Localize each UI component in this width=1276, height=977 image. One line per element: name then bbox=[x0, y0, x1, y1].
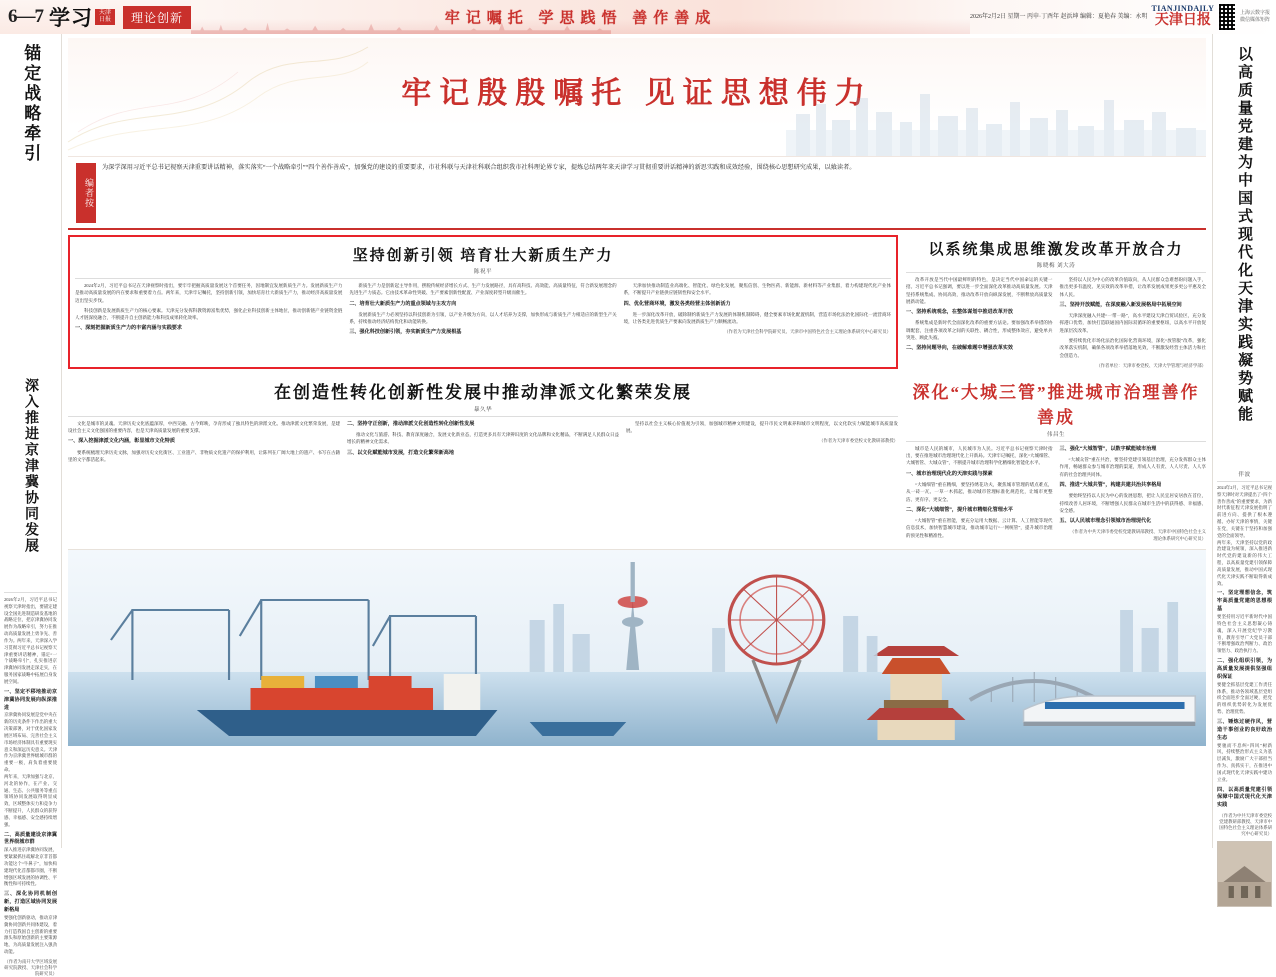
subheading: 四、优化营商环境，激发各类经营主体创新活力 bbox=[623, 300, 731, 307]
section-tag: 理论创新 bbox=[123, 6, 191, 29]
right-paragraph-1: 2024年2月，习近平总书记视察天津时对天津提出了“四个善作善成”的重要要求，为新时代新征程天津发展指明了前进方向、提供了根本遵循。办好天津的事情，关键在党，关键在于坚持和加强党的全面领导。 bbox=[1217, 485, 1272, 538]
publication-logo bbox=[49, 2, 115, 32]
subheading: 三、坚持开放赋能，在深度融入新发展格局中拓展空间 bbox=[1059, 301, 1182, 308]
editor-note-badge: 编者按 bbox=[76, 163, 96, 223]
right-subhead-4: 四、以高质量党建引领保障中国式现代化天津实践 bbox=[1217, 786, 1272, 809]
article-innovation-body bbox=[75, 282, 891, 338]
logo-badge: 天津日报 bbox=[95, 9, 115, 24]
masthead-right bbox=[970, 0, 1276, 34]
article-reform-signature: （作者单位：天津市委党校、天津大学管理与经济学部） bbox=[1096, 362, 1206, 368]
museum-building-icon bbox=[1218, 842, 1271, 906]
paragraph: “大城众管”重在共治，要坚持党建引领基层治理，充分发挥群众主体作用，畅通群众参与城市治理的渠道，形成人人有责、人人尽责、人人享有的社会治理共同体。 bbox=[1059, 457, 1206, 477]
top-articles-row bbox=[68, 235, 1206, 369]
article-urban-byline: 伟昌生 bbox=[906, 430, 1206, 442]
center-region bbox=[62, 34, 1212, 848]
paragraph: 推动文化与旅游、科技、教育深度融合，发展文化新业态，打造更多具有天津辨识度的文化品牌和文化精品，不断满足人民群众日益增长的精神文化需求。 bbox=[347, 432, 619, 445]
decorative-flourish-icon bbox=[68, 42, 368, 152]
paragraph: 坚持以社会主义核心价值观为引领，加强城市精神文明建设，提升市民文明素养和城市文明程度，以文化软实力赋能城市高质量发展。 bbox=[626, 420, 898, 434]
left-intro-text: 2026年2月，习近平总书记视察天津时指出，要锚定建设全国先进制造研发基地的战略定位，把京津冀协同发展作为战略牵引，努力在推动高质量发展上勇争先、善作为。两年来，天津深入学习贯彻习近平总书记视察天津重要讲话精神，锚定“一个战略牵引”，扎实推进京津冀协同发展走深走实，在服务国家战略中拓展自身发展空间。 bbox=[4, 597, 57, 684]
left-vertical-title-2: 深入推进京津冀协同发展 bbox=[23, 378, 38, 554]
paragraph: 发展新质生产力必须坚持以科技创新为引领，以产业升级为方向，以人才培养为支撑，加快形成与新质生产力相适应的新型生产关系，持续推动经济结构优化和动能转换。 bbox=[349, 311, 617, 325]
paragraph: 要持续优化市场化法治化国际化营商环境，深化“放管服”改革，强化改革落实机制，确保各项改革举措落地见效，不断激发经营主体活力和社会创造力。 bbox=[1059, 337, 1206, 358]
left-paragraph-3: 深入推进京津冀协同发展，要紧紧抓住疏解北京非首都功能这个“牛鼻子”，加快构建现代化首都都市圈，不断增强区域发展的协调性、平衡性和可持续性。 bbox=[4, 847, 57, 887]
right-paragraph-2: 两年来，天津坚持以党的政治建设为统领，深入推进新时代党的建设新的伟大工程，以高质量党建引领保障高质量发展，推动中国式现代化天津实践不断取得新成效。 bbox=[1217, 539, 1272, 586]
article-culture[interactable] bbox=[68, 375, 898, 544]
article-innovation-title: 坚持创新引领 培育壮大新质生产力 bbox=[352, 248, 614, 264]
article-culture-title: 在创造性转化创新性发展中推动津派文化繁荣发展 bbox=[274, 382, 692, 402]
right-paragraph-4: 要健全抓基层党建工作责任体系，推动各领域基层党组织全面进步全面过硬，把党的组织优势转化为发展优势、治理优势。 bbox=[1217, 681, 1272, 715]
hero-headline-block bbox=[68, 38, 1206, 157]
paragraph: 系统集成是新时代全面深化改革的重要方法论。要加强改革举措的协调配套，注重各项改革之间的关联性、耦合性，形成整体效应，避免单兵突进、顾此失彼。 bbox=[906, 320, 1053, 340]
subheading: 一、坚持系统观念，在整体谋划中推进改革开放 bbox=[906, 309, 1013, 316]
article-reform-byline: 陈晓梅 刘大涛 bbox=[906, 261, 1206, 273]
qr-caption-2: 微信媒体矩阵 bbox=[1239, 18, 1270, 23]
article-urban-title: 深化“大城三管”推进城市治理善作善成 bbox=[912, 382, 1200, 427]
left-subhead-2: 二、高质量建设京津冀世界级城市群 bbox=[4, 831, 57, 846]
subheading: 二、坚持问题导向，在破解难题中增强改革实效 bbox=[906, 345, 1013, 352]
right-signature: （作者为中共天津市委党校党建教研部教授、天津市中国特色社会主义理论体系研究中心研究员） bbox=[1219, 813, 1272, 837]
subheading: 一、深入挖掘津派文化内涵，彰显城市文化特质 bbox=[68, 438, 175, 445]
article-innovation-signature: （作者为天津社会科学院研究员、天津市中国特色社会主义理论体系研究中心研究员） bbox=[724, 329, 891, 335]
paragraph: 2024年2月，习近平总书记在天津视察时指出，要牢牢把握高质量发展这个首要任务，因地制宜发展新质生产力。发展新质生产力是推动高质量发展的内在要求和重要着力点。两年来，天津牢记嘱托，坚持创新引领，加快培育壮大新质生产力，推动经济高质量发展迈出坚实步伐。 bbox=[75, 283, 343, 303]
left-paragraph-1: 京津冀协同发展是党中央在新的历史条件下作出的重大决策部署，对于优化国家发展区域布局、完善社会主义市场经济体制具有重要现实意义和深远历史意义。天津作为京津冀世界级城市群的重要一极，肩负着重要使命。 bbox=[4, 712, 57, 773]
tianjin-landmark-illustration bbox=[68, 550, 1206, 746]
right-paragraph-5: 要驰而不息纠“四风”树新风，持续整治形式主义为基层减负，激励广大干部担当作为、真抓实干，在推进中国式现代化天津实践中建功立业。 bbox=[1217, 742, 1272, 782]
masthead-banner bbox=[191, 0, 970, 34]
right-subhead-1: 一、坚定理想信念，筑牢高质量党建的思想根基 bbox=[1217, 590, 1272, 613]
subheading: 三、强化科技创新引领，夯实新质生产力发展根基 bbox=[349, 329, 462, 336]
article-culture-byline: 暴久华 bbox=[68, 405, 898, 417]
masthead bbox=[0, 0, 1276, 35]
paragraph: “大城智管”重在智能，要充分运用大数据、云计算、人工智能等现代信息技术，加快智慧城市建设，推动城市运行“一网统管”，提升城市治理的预见性和精准性。 bbox=[906, 518, 1053, 538]
paragraph: 天津加快推动制造业高端化、智能化、绿色化发展，聚焦信创、生物医药、新能源、新材料等产业集群，着力构建现代化产业体系，不断提升产业链供应链韧性和安全水平。 bbox=[623, 283, 891, 296]
qr-caption-1: 上海云数字报 bbox=[1239, 11, 1270, 16]
left-subhead-3: 三、深化协同机制创新，打造区域协同发展新格局 bbox=[4, 891, 57, 914]
subheading: 三、强化“大城智管”，以数字赋能城市治理 bbox=[1059, 445, 1157, 452]
left-paragraph-2: 两年来，天津加强与北京、河北的协作，在产业、交通、生态、公共服务等重点领域协同发展取得明显成效，区域整体实力和竞争力不断提升，人民群众的获得感、幸福感、安全感持续增强。 bbox=[4, 773, 57, 827]
subheading: 五、以人民城市理念引领城市治理现代化 bbox=[1059, 518, 1152, 525]
article-urban-governance[interactable] bbox=[906, 375, 1206, 544]
article-urban-signature: （作者为中共天津市委党校党建教研部教授、天津市中国特色社会主义理论体系研究中心研究员） bbox=[1069, 529, 1206, 542]
paragraph: 天津深度融入共建“一带一路”，高水平建设天津自贸试验区，充分发挥港口优势，加快打造联通国内国际双循环的重要枢纽，以高水平开放促进深层次改革。 bbox=[1059, 313, 1206, 333]
paragraph: 改革开放是当代中国最鲜明的特色，是决定当代中国命运的关键一招。习近平总书记强调，要以进一步全面深化改革推动高质量发展。天津坚持系统集成、协同高效，推动改革开放向纵深发展，不断释放高质量发展新动能。 bbox=[906, 277, 1053, 304]
subheading: 二、深化“大城细管”，提升城市精细化管理水平 bbox=[906, 506, 1013, 513]
left-vertical-title-1: 锚定战略牵引 bbox=[21, 44, 41, 164]
article-reform-title: 以系统集成思维激发改革开放合力 bbox=[928, 242, 1184, 258]
right-subhead-3: 三、锤炼过硬作风，营造干事创业的良好政治生态 bbox=[1217, 718, 1272, 741]
museum-photo bbox=[1217, 841, 1272, 907]
left-subhead-1: 一、坚定不移地推动京津冀协同发展向纵深推进 bbox=[4, 688, 57, 711]
paragraph: 新质生产力是创新起主导作用，摆脱传统经济增长方式、生产力发展路径，具有高科技、高效能、高质量特征，符合新发展理念的先进生产力质态。它由技术革命性突破、生产要素创新性配置、产业深度转型升级而催生。 bbox=[349, 283, 617, 296]
right-feature-column bbox=[1212, 34, 1276, 848]
city-illustration-panel bbox=[68, 549, 1206, 746]
article-reform[interactable] bbox=[906, 235, 1206, 369]
page-body bbox=[0, 34, 1276, 976]
paper-name-en: TIANJINDAILY bbox=[1151, 3, 1215, 13]
paper-name-cn: 天津日报 bbox=[1154, 13, 1211, 29]
hero-title: 牢记殷殷嘱托 见证思想伟力 bbox=[401, 77, 873, 110]
paragraph: 进一步深化改革开放，破除制约新质生产力发展的体制机制障碍，健全要素市场化配置机制，营造市场化法治化国际化一流营商环境，让各类先进优质生产要素向发展新质生产力顺畅流动。 bbox=[623, 311, 891, 325]
left-feature-column bbox=[0, 34, 62, 976]
article-reform-body bbox=[906, 276, 1206, 369]
article-innovation-byline: 陈祝平 bbox=[75, 267, 891, 279]
right-vertical-title: 以高质量党建为中国式现代化天津实践凝势赋能 bbox=[1236, 46, 1252, 424]
subheading: 一、深刻把握新质生产力的丰富内涵与实践要求 bbox=[75, 325, 182, 332]
city-skyline-illustration bbox=[786, 84, 1206, 156]
editor-note-text: 为深学深用习近平总书记视察天津重要讲话精神，落实落实“一个战略牵引”“四个善作善成”，加强党的建设的重要要求，市社科联与天津社科联合组织我市社科理论界专家，提炼总结两年来天津学习贯彻重要讲话精神的新思实践和成效经验，围绕核心思想研究成果，以飨读者。 bbox=[102, 164, 856, 171]
article-innovation[interactable] bbox=[68, 235, 898, 369]
qr-code-icon[interactable] bbox=[1218, 3, 1236, 31]
left-paragraph-4: 要强化创新驱动，推动京津冀协同创新共同体建设，着力打造我国自主创新的重要源头和原始创新的主要策源地，为高质量发展注入强劲动能。 bbox=[4, 914, 57, 955]
article-urban-body bbox=[906, 445, 1206, 544]
paragraph: 文化是城市的灵魂。天津历史文化底蕴深厚，中西交融、古今辉映，孕育形成了独具特色的津派文化。推动津派文化繁荣发展，是建设社会主义文化强国的重要内容，也是天津高质量发展的重要支撑。 bbox=[68, 420, 340, 434]
subheading: 二、坚持守正创新，推动津派文化创造性转化创新性发展 bbox=[347, 420, 475, 427]
right-subhead-2: 二、强化组织引领，为高质量发展提供坚强组织保证 bbox=[1217, 658, 1272, 680]
banner-slogan: 牢记嘱托 学思践悟 善作善成 bbox=[444, 10, 717, 27]
paragraph: 科技创新是发展新质生产力的核心要素。天津充分发挥科教资源富集优势，强化企业科技创新主体地位，推动创新链产业链资金链人才链深度融合，不断提升自主创新能力和科技成果转化效率。 bbox=[75, 307, 343, 321]
paragraph: “大城细管”重在精细，要坚持绣花功夫，聚焦城市管理的堵点难点，从一砖一瓦、一草一木抓起，推动城市管理标准化规范化，让城市更整洁、更有序、更安全。 bbox=[906, 482, 1053, 502]
paragraph: 城市是人民的城市，人民城市为人民。习近平总书记视察天津时指出，要在推进城市治理现代化上开新局。天津牢记嘱托，深化“大城细管、大城智管、大城众管”，不断提升城市治理科学化精细化智能化水平。 bbox=[906, 445, 1053, 466]
issue-info: 2026年2月2日 星期一 丙申·丁酉年 赵浜坤 编辑：夏艳春 美编：永明 bbox=[970, 13, 1148, 20]
subheading: 一、城市治理现代化的天津实践与探索 bbox=[906, 470, 993, 477]
article-culture-body bbox=[68, 420, 898, 463]
article-culture-signature: （作者为天津市委党校文化教研部教授） bbox=[818, 438, 898, 444]
paragraph: 要系统梳理天津历史文脉，加强对历史文化街区、工业遗产、非物质文化遗产的保护利用，让陈列在广阔大地上的遗产、书写在古籍里的文字都活起来。 bbox=[68, 449, 340, 462]
editor-note bbox=[68, 157, 1206, 230]
divider bbox=[4, 592, 57, 593]
right-paragraph-3: 要坚持用习近平新时代中国特色社会主义思想凝心铸魂，深入开展党纪学习教育，教育引导广大党员干部不断增强政治判断力、政治领悟力、政治执行力。 bbox=[1217, 614, 1272, 654]
logo-text: 学习 bbox=[49, 6, 93, 30]
second-articles-row bbox=[68, 375, 1206, 544]
subheading: 二、培育壮大新质生产力的重点领域与主攻方向 bbox=[349, 300, 457, 307]
right-byline: 伴波 bbox=[1217, 470, 1272, 482]
subheading: 三、以文化赋能城市发展，打造文化繁荣新高地 bbox=[347, 449, 454, 456]
subheading: 四、推进“大城共管”，构建共建共治共享格局 bbox=[1059, 482, 1162, 488]
paragraph: 坚持以人民为中心的改革价值取向，从人民群众急难愁盼问题入手，推出更多有温度、见实效的改革举措，让改革发展成果更多更公平惠及全体人民。 bbox=[1059, 277, 1206, 297]
paragraph: 要始终坚持以人民为中心的发展思想，把让人民宜居安居放在首位，持续改善人居环境，不断增强人民群众在城市生活中的获得感、幸福感、安全感。 bbox=[1059, 493, 1206, 513]
left-signature: （作者为南开大学区域发展研究院教授、天津社会科学院研究员） bbox=[4, 958, 57, 976]
page-number: 6—7 bbox=[8, 6, 43, 27]
